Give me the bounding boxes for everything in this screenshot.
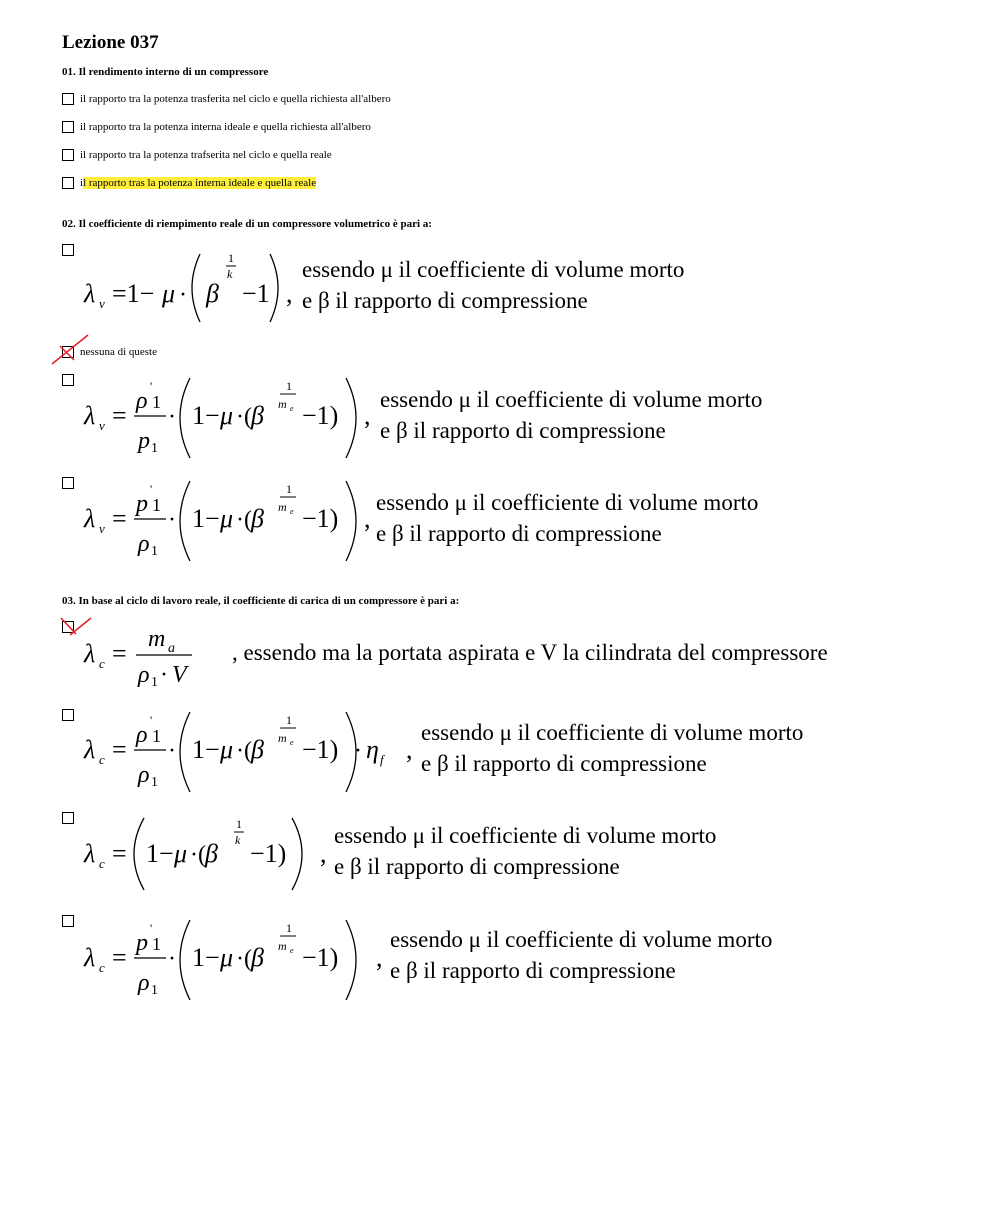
svg-text:η: η	[366, 735, 379, 764]
svg-text:e: e	[290, 404, 294, 413]
svg-text:·: ·	[168, 507, 176, 533]
svg-text:1−: 1−	[192, 401, 220, 430]
svg-text:,: ,	[364, 504, 371, 533]
svg-text:a: a	[168, 641, 175, 656]
q2-option-1-formula	[80, 240, 300, 328]
q3-option-4-description: essendo μ il coefficiente di volume morto e β il rapporto di compressione	[390, 927, 773, 983]
svg-text:β: β	[206, 279, 219, 308]
q3-option-2-formula	[80, 706, 420, 798]
q3-option-2-checkbox[interactable]	[62, 709, 74, 721]
svg-text:,: ,	[286, 279, 293, 308]
svg-text:f: f	[380, 752, 384, 767]
svg-text:−1): −1)	[302, 735, 339, 764]
svg-text:p: p	[138, 428, 150, 454]
svg-text:1: 1	[151, 775, 158, 790]
q3-option-1-checkbox[interactable]	[62, 621, 74, 633]
svg-text:·: ·	[168, 946, 176, 972]
q2-option-3-description: essendo μ il coefficiente di volume morto e β il rapporto di compressione	[380, 387, 763, 443]
q2-option-4-description: essendo μ il coefficiente di volume morto e β il rapporto di compressione	[376, 490, 759, 546]
svg-text:1−: 1−	[192, 504, 220, 533]
q1-option-3-checkbox[interactable]	[62, 149, 74, 161]
svg-text:ρ: ρ	[138, 762, 150, 788]
svg-text:ρ: ρ	[138, 970, 150, 996]
svg-text:1−: 1−	[146, 839, 174, 868]
q2-option-4-checkbox[interactable]	[62, 477, 74, 489]
svg-text:·(: ·(	[236, 404, 252, 430]
svg-text:·: ·	[179, 282, 187, 308]
svg-text:e: e	[290, 738, 294, 747]
svg-text:1: 1	[151, 441, 158, 456]
svg-text:λ: λ	[84, 735, 96, 764]
q2-option-3-formula	[80, 372, 375, 464]
svg-text:1: 1	[152, 726, 161, 746]
svg-text:β: β	[251, 504, 264, 533]
question-1-title: 01. Il rendimento interno di un compressore	[62, 66, 269, 78]
svg-text:c: c	[99, 856, 105, 871]
svg-text:λ: λ	[84, 279, 96, 308]
svg-text:·(: ·(	[190, 842, 206, 868]
q1-option-1-label: il rapporto tra la potenza trasferita nel ciclo e quella richiesta all'albero	[80, 93, 391, 105]
svg-text:·: ·	[354, 738, 362, 764]
q2-option-1-checkbox[interactable]	[62, 244, 74, 256]
highlighted-answer: l rapporto tras la potenza interna ideale e quella reale	[83, 177, 317, 189]
q3-option-4-checkbox[interactable]	[62, 915, 74, 927]
q3-option-3-checkbox[interactable]	[62, 812, 74, 824]
svg-text:': '	[150, 713, 153, 727]
svg-text:=1−: =1−	[112, 279, 155, 308]
svg-text:1−: 1−	[192, 735, 220, 764]
svg-text:λ: λ	[84, 943, 96, 972]
svg-text:·(: ·(	[236, 507, 252, 533]
svg-text:β: β	[251, 943, 264, 972]
svg-text:ρ: ρ	[136, 722, 148, 748]
q3-option-2-description: essendo μ il coefficiente di volume morto e β il rapporto di compressione	[421, 720, 804, 776]
q1-option-4-label: il rapporto tras la potenza interna ideale e quella reale	[80, 177, 317, 189]
svg-text:1: 1	[152, 392, 161, 412]
svg-text:': '	[150, 379, 153, 393]
svg-text:m: m	[278, 939, 287, 953]
svg-text:1: 1	[151, 675, 158, 690]
svg-text:1: 1	[228, 251, 234, 265]
svg-text:μ: μ	[220, 735, 234, 764]
svg-text:λ: λ	[84, 639, 96, 668]
page-title: Lezione 037	[62, 32, 159, 53]
svg-text:·: ·	[160, 662, 168, 688]
svg-text:1: 1	[151, 544, 158, 559]
svg-text:β: β	[251, 735, 264, 764]
svg-text:1−: 1−	[192, 943, 220, 972]
svg-text:p: p	[136, 930, 148, 956]
svg-text:': '	[150, 921, 153, 935]
svg-text:μ: μ	[220, 504, 234, 533]
svg-text:1: 1	[286, 379, 292, 393]
q1-option-2-checkbox[interactable]	[62, 121, 74, 133]
q3-option-1-formula	[80, 622, 230, 692]
svg-text:μ: μ	[220, 943, 234, 972]
svg-text:m: m	[278, 500, 287, 514]
svg-text:1: 1	[152, 495, 161, 515]
svg-text:β: β	[205, 839, 218, 868]
svg-text:,: ,	[376, 943, 383, 972]
q2-option-2-checkbox[interactable]	[62, 346, 74, 358]
svg-text:,: ,	[406, 735, 413, 764]
svg-text:=: =	[112, 639, 127, 668]
svg-text:−1): −1)	[302, 943, 339, 972]
svg-text:c: c	[99, 960, 105, 975]
svg-text:=: =	[112, 943, 127, 972]
svg-text:λ: λ	[84, 401, 96, 430]
question-2-title: 02. Il coefficiente di riempimento reale di un compressore volumetrico è pari a:	[62, 218, 432, 230]
svg-text:m: m	[278, 731, 287, 745]
svg-text:μ: μ	[162, 279, 176, 308]
q1-option-3-label: il rapporto tra la potenza trafserita nel ciclo e quella reale	[80, 149, 332, 161]
svg-text:c: c	[99, 656, 105, 671]
q3-option-1-description: , essendo ma la portata aspirata e V la cilindrata del compressore	[232, 640, 828, 665]
svg-text:1: 1	[286, 713, 292, 727]
q2-option-1-description: essendo μ il coefficiente di volume morto e β il rapporto di compressione	[302, 257, 685, 313]
svg-text:e: e	[290, 946, 294, 955]
svg-text:−1): −1)	[250, 839, 287, 868]
q1-option-1-checkbox[interactable]	[62, 93, 74, 105]
svg-text:·: ·	[168, 738, 176, 764]
q3-option-3-description: essendo μ il coefficiente di volume morto e β il rapporto di compressione	[334, 823, 717, 879]
svg-text:=: =	[112, 839, 127, 868]
svg-text:ρ: ρ	[136, 388, 148, 414]
svg-text:=: =	[112, 735, 127, 764]
q2-option-3-checkbox[interactable]	[62, 374, 74, 386]
svg-text:v: v	[99, 418, 105, 433]
svg-text:,: ,	[364, 401, 371, 430]
svg-text:m: m	[148, 626, 166, 652]
svg-text:−1: −1	[242, 279, 270, 308]
svg-text:p: p	[136, 491, 148, 517]
svg-text:1: 1	[152, 934, 161, 954]
svg-text:v: v	[99, 296, 105, 311]
svg-text:λ: λ	[84, 839, 96, 868]
svg-text:μ: μ	[220, 401, 234, 430]
svg-text:μ: μ	[174, 839, 188, 868]
svg-text:V: V	[172, 662, 187, 688]
svg-text:v: v	[99, 521, 105, 536]
q2-option-2-label: nessuna di queste	[80, 346, 157, 358]
svg-text:·(: ·(	[236, 946, 252, 972]
svg-text:m: m	[278, 397, 287, 411]
svg-text:−1): −1)	[302, 504, 339, 533]
q2-option-4-formula	[80, 475, 375, 567]
svg-text:1: 1	[151, 983, 158, 998]
svg-text:1: 1	[286, 921, 292, 935]
svg-text:,: ,	[320, 839, 327, 868]
svg-text:λ: λ	[84, 504, 96, 533]
svg-text:1: 1	[236, 817, 242, 831]
svg-text:k: k	[227, 267, 233, 281]
q1-option-2-label: il rapporto tra la potenza interna ideale e quella richiesta all'albero	[80, 121, 371, 133]
svg-text:1: 1	[286, 482, 292, 496]
svg-text:k: k	[235, 833, 241, 847]
question-3-title: 03. In base al ciclo di lavoro reale, il coefficiente di carica di un compressore è pari a:	[62, 595, 460, 607]
svg-text:·: ·	[168, 404, 176, 430]
q1-option-4-checkbox[interactable]	[62, 177, 74, 189]
svg-text:β: β	[251, 401, 264, 430]
svg-text:c: c	[99, 752, 105, 767]
svg-text:=: =	[112, 504, 127, 533]
q3-option-3-formula	[80, 810, 335, 896]
svg-text:ρ: ρ	[138, 531, 150, 557]
svg-text:e: e	[290, 507, 294, 516]
svg-text:·(: ·(	[236, 738, 252, 764]
svg-text:': '	[150, 482, 153, 496]
svg-text:ρ: ρ	[138, 662, 150, 688]
svg-text:=: =	[112, 401, 127, 430]
q3-option-4-formula	[80, 914, 390, 1006]
svg-text:−1): −1)	[302, 401, 339, 430]
